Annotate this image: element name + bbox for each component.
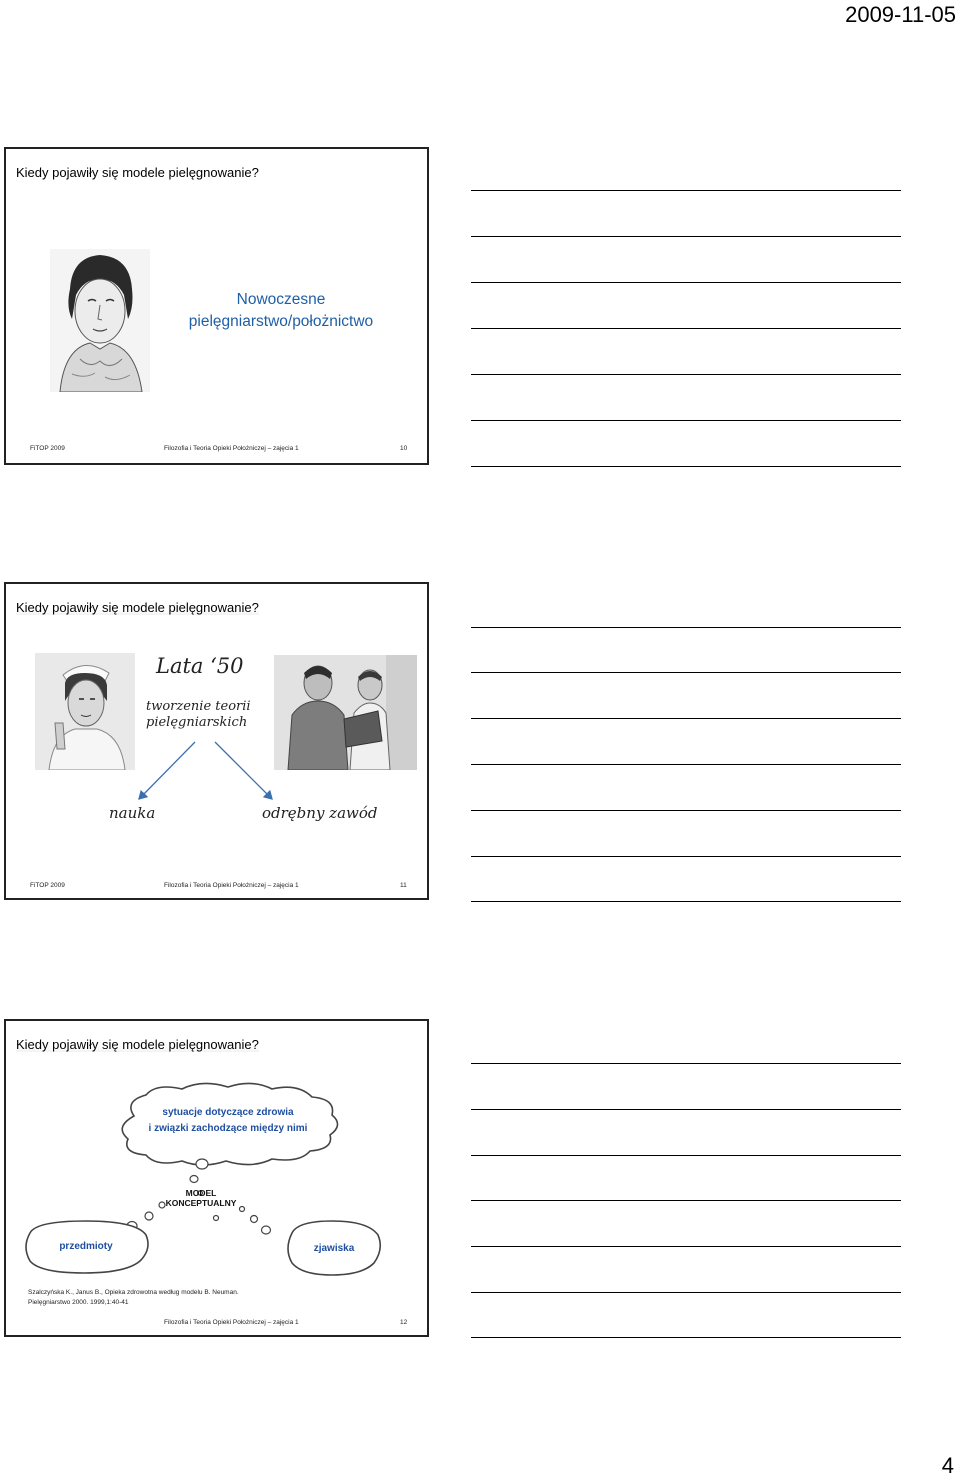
main-text-line1: Nowoczesne	[236, 291, 326, 308]
note-line	[471, 901, 901, 902]
left-oval-label: przedmioty	[59, 1241, 113, 1252]
slide-12	[4, 1019, 429, 1337]
note-line	[471, 718, 901, 719]
note-line	[471, 1246, 901, 1247]
note-line	[471, 190, 901, 191]
footer-page-number: 12	[400, 1319, 408, 1326]
footer-mid: Filozofia i Teoria Opieki Położniczej – zajęcia 1	[164, 1319, 299, 1326]
reference-line1: Szalczyńska K., Janus B., Opieka zdrowotna według modelu B. Neuman.	[28, 1289, 239, 1296]
branch-left-label: nauka	[109, 804, 156, 822]
footer-mid: Filozofia i Teoria Opieki Położniczej – zajęcia 1	[164, 445, 299, 452]
portrait-image	[50, 249, 150, 392]
reference	[28, 1288, 239, 1308]
page-number: 4	[941, 1453, 954, 1478]
note-line	[471, 1063, 901, 1064]
footer-page-number: 11	[400, 882, 407, 889]
slide-title: Kiedy pojawiły się modele pielęgnowanie?	[16, 165, 259, 180]
right-oval-label: zjawiska	[313, 1243, 355, 1254]
slide-title: Kiedy pojawiły się modele pielęgnowanie?	[16, 1037, 259, 1052]
cloud-text-line1: sytuacje dotyczące zdrowia	[162, 1107, 294, 1118]
model-konceptualny-label	[146, 1188, 256, 1208]
slide-title: Kiedy pojawiły się modele pielęgnowanie?	[16, 600, 259, 615]
slide-11	[4, 582, 429, 900]
cloud-text	[118, 1105, 338, 1137]
note-line	[471, 236, 901, 237]
note-line	[471, 1109, 901, 1110]
subheading-line2: pielęgniarskich	[146, 715, 248, 730]
model-line1: MODEL	[185, 1188, 217, 1198]
main-text-line2: pielęgniarstwo/położnictwo	[188, 313, 374, 330]
header-date: 2009-11-05	[845, 2, 956, 27]
note-line	[471, 627, 901, 628]
note-line	[471, 1155, 901, 1156]
branch-arrows	[6, 584, 429, 900]
branch-right-label: odrębny zawód	[262, 804, 378, 822]
cloud-text-line2: i związki zachodzące między nimi	[148, 1123, 308, 1134]
note-line	[471, 374, 901, 375]
note-line	[471, 466, 901, 467]
note-line	[471, 856, 901, 857]
note-line	[471, 1337, 901, 1338]
reference-line2: Pielęgniarstwo 2000. 1999,1:40-41	[28, 1299, 129, 1306]
lata-50-heading: Lata ‘50	[156, 654, 244, 678]
note-line	[471, 328, 901, 329]
note-line	[471, 1292, 901, 1293]
note-line	[471, 282, 901, 283]
note-line	[471, 764, 901, 765]
footer-mid: Filozofia i Teoria Opieki Położniczej – zajęcia 1	[164, 882, 299, 889]
note-line	[471, 810, 901, 811]
note-line	[471, 672, 901, 673]
slide-10	[4, 147, 429, 465]
note-line	[471, 1200, 901, 1201]
footer-left: FiTOP 2009	[30, 445, 65, 452]
model-line2: KONCEPTUALNY	[165, 1198, 237, 1208]
footer-page-number: 10	[400, 445, 408, 452]
subheading-line1: tworzenie teorii	[146, 699, 251, 714]
footer-left: FiTOP 2009	[30, 882, 65, 889]
note-line	[471, 420, 901, 421]
slide-main-text	[166, 289, 396, 333]
